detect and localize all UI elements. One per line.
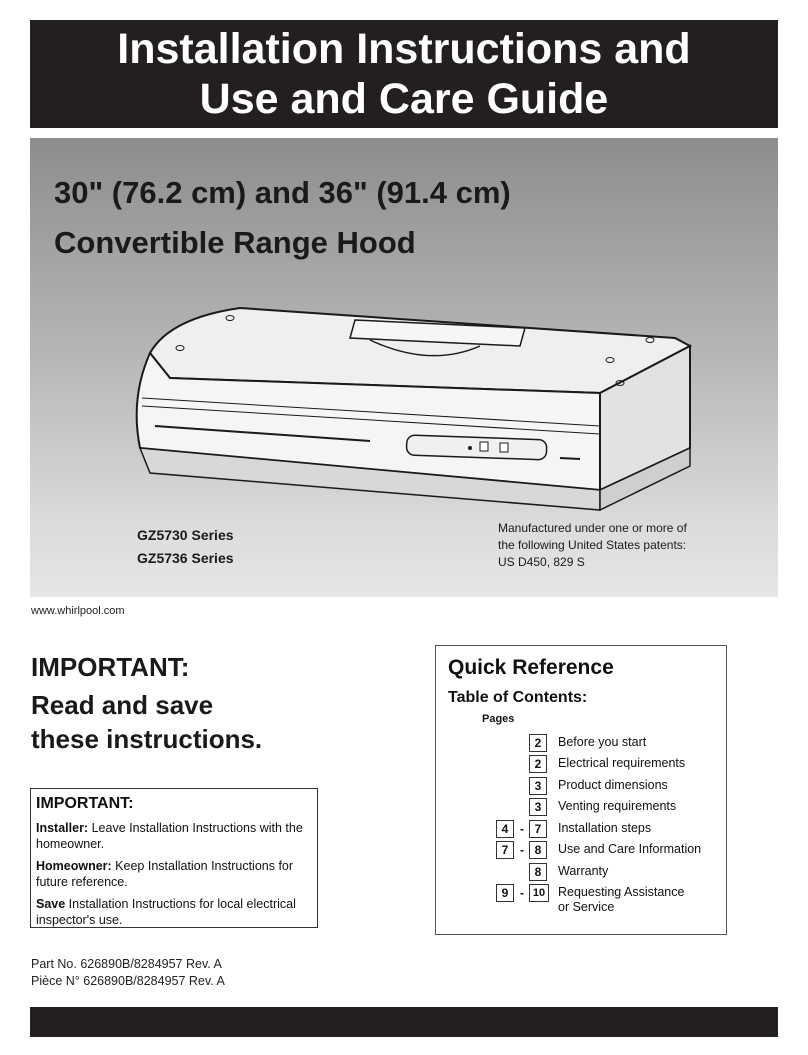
save-note: [36, 896, 317, 928]
product-title: [54, 168, 511, 268]
toc-entry-label-line-2: or Service: [558, 900, 615, 914]
toc-dash: -: [520, 843, 524, 857]
toc-entry: [436, 798, 726, 818]
toc-end-page: 2: [529, 755, 547, 773]
part-number-en: Part No. 626890B/8284957 Rev. A: [31, 957, 222, 971]
toc-entry-label-line: Requesting Assistance: [558, 885, 685, 899]
save-label: Save: [36, 897, 66, 911]
toc-entry: [436, 884, 726, 914]
homeowner-text: Keep Installation Instructions for future reference.: [36, 859, 294, 889]
series-2: GZ5736 Series: [137, 550, 234, 566]
toc-dash: -: [520, 886, 524, 900]
toc-end-page: 8: [529, 863, 547, 881]
toc-start-page: 4: [496, 820, 514, 838]
toc-dash: -: [520, 822, 524, 836]
important-box: [30, 788, 318, 928]
series-list: [137, 524, 234, 570]
toc-entry-label-line: Electrical requirements: [558, 756, 686, 770]
patents-line-3: US D450, 829 S: [498, 555, 585, 569]
patents-line-2: the following United States patents:: [498, 538, 687, 552]
footer-bar: [30, 1007, 778, 1037]
title-line-1: Installation Instructions and: [117, 25, 691, 73]
hero-panel: [30, 138, 778, 597]
important-subheading-1: Read and save: [31, 690, 214, 720]
title-line-2: Use and Care Guide: [199, 75, 609, 123]
part-number-fr: Pièce N° 626890B/8284957 Rev. A: [31, 974, 225, 988]
toc-end-page: 3: [529, 777, 547, 795]
installer-label: Installer:: [36, 821, 89, 835]
toc-end-page: 8: [529, 841, 547, 859]
toc-entry-label-line: Venting requirements: [558, 799, 677, 813]
toc-entry-label: [558, 842, 701, 857]
toc-end-page: 2: [529, 734, 547, 752]
product-title-line-1: 30" (76.2 cm) and 36" (91.4 cm): [54, 175, 511, 210]
toc-entry-label: [558, 735, 646, 750]
part-numbers: [31, 956, 225, 990]
toc-start-page: 9: [496, 884, 514, 902]
toc-entry: [436, 734, 726, 754]
toc-title: [448, 689, 587, 707]
toc-entry: [436, 841, 726, 861]
homeowner-note: [36, 858, 317, 890]
toc-start-page: 7: [496, 841, 514, 859]
toc-entry: [436, 863, 726, 883]
homeowner-label: Homeowner:: [36, 859, 112, 873]
patents-note: [498, 520, 687, 571]
range-hood-illustration: [130, 298, 700, 513]
toc-entry: [436, 820, 726, 840]
toc-entry-label: [558, 756, 685, 771]
toc-entry-label: [558, 821, 651, 836]
product-title-line-2: Convertible Range Hood: [54, 225, 416, 260]
toc-entry-label-line: Use and Care Information: [558, 842, 702, 856]
toc-entry: [436, 755, 726, 775]
important-heading: IMPORTANT:: [31, 652, 190, 682]
toc-entry-label: [558, 799, 676, 814]
pages-label: Pages: [482, 713, 515, 725]
toc-end-page: 3: [529, 798, 547, 816]
toc-entry-label: [558, 885, 684, 915]
toc-entry-label-line: Warranty: [558, 864, 609, 878]
toc-title-text: Table of Contents: [448, 689, 582, 706]
installer-text: Leave Installation Instructions with the homeowner.: [36, 821, 303, 851]
website-link[interactable]: www.whirlpool.com: [31, 605, 125, 617]
title-banner: [30, 20, 778, 128]
save-text: Installation Instructions for local electrical inspector's use.: [36, 897, 296, 927]
important-notice: [31, 650, 262, 756]
toc-title-colon: :: [581, 689, 588, 706]
toc-end-page: 10: [529, 884, 549, 902]
installer-note: [36, 820, 317, 852]
toc-entry: [436, 777, 726, 797]
toc-entry-label: [558, 778, 668, 793]
toc-entry-label: [558, 864, 608, 879]
patents-line-1: Manufactured under one or more of: [498, 521, 687, 535]
important-subheading-2: these instructions.: [31, 724, 263, 754]
important-box-heading: IMPORTANT:: [36, 795, 134, 812]
toc-entry-label-line: Before you start: [558, 735, 647, 749]
toc-entry-label-line: Product dimensions: [558, 778, 668, 792]
toc-end-page: 7: [529, 820, 547, 838]
series-1: GZ5730 Series: [137, 527, 234, 543]
quick-reference-box: [435, 645, 727, 935]
quick-reference-title: Quick Reference: [448, 656, 614, 679]
toc-entry-label-line: Installation steps: [558, 821, 652, 835]
